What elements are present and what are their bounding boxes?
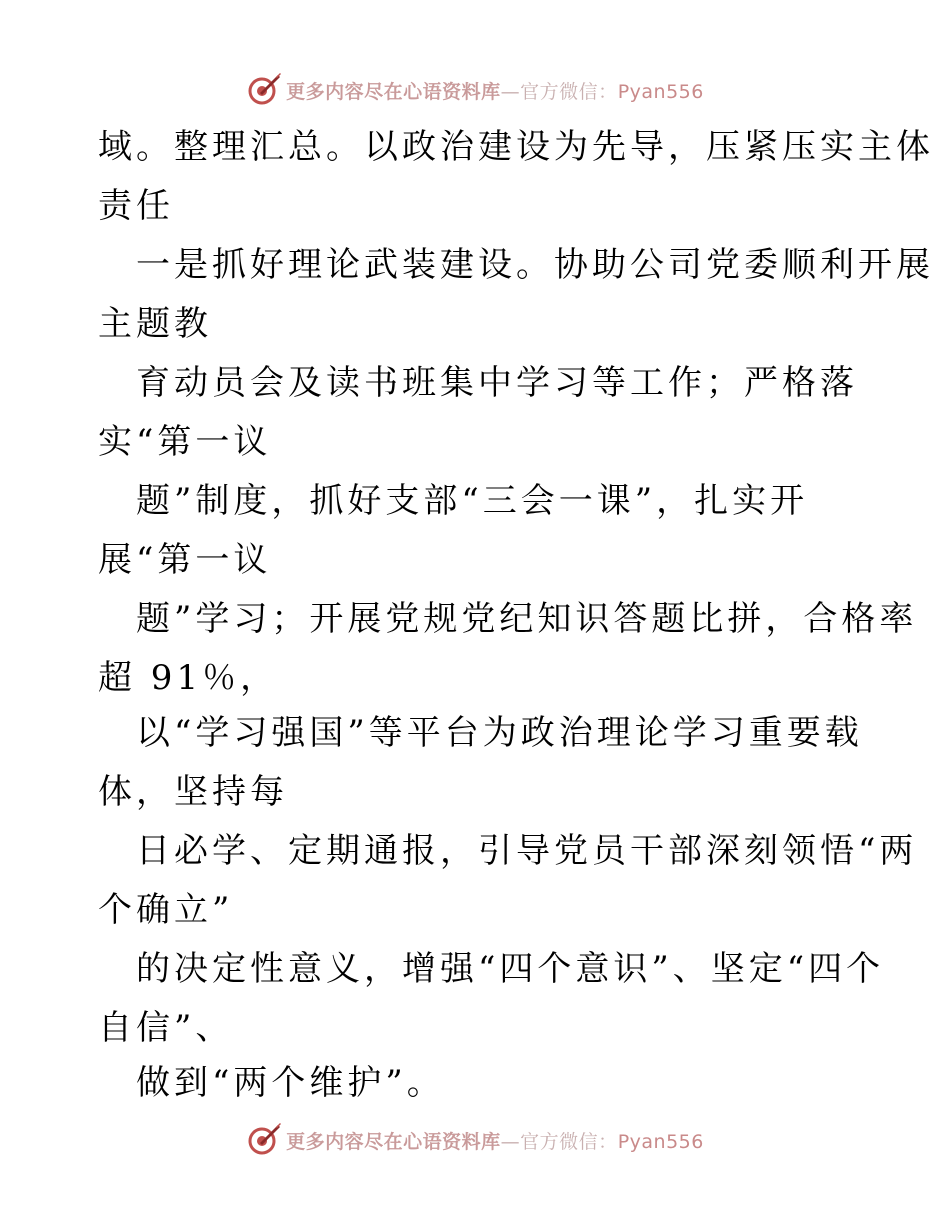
text-line: 责任 xyxy=(98,186,174,226)
text-line: 体，坚持每 xyxy=(98,772,288,812)
text-line: 的决定性意义，增强“四个意识”、坚定“四个 xyxy=(136,949,885,989)
text-line: 做到“两个维护”。 xyxy=(136,1063,445,1103)
text-line: 实“第一议 xyxy=(98,422,272,462)
watermark-official-label: 官方微信： xyxy=(520,80,618,103)
text-line: 题”学习；开展党规党纪知识答题比拼，合格率 xyxy=(136,599,918,639)
quill-logo-icon xyxy=(246,1122,282,1158)
quill-logo-icon xyxy=(246,72,282,108)
text-line: 日必学、定期通报，引导党员干部深刻领悟“两 xyxy=(136,831,918,871)
watermark-wechat-id: Pyan556 xyxy=(617,1130,704,1153)
watermark-wechat-id: Pyan556 xyxy=(617,80,704,103)
text-line: 自信”、 xyxy=(98,1008,234,1048)
text-line: 题”制度，抓好支部“三会一课”，扎实开 xyxy=(136,481,809,521)
watermark-brand: 更多内容尽在心语资料库 xyxy=(286,80,501,103)
text-line: 展“第一议 xyxy=(98,540,272,580)
text-line: 个确立” xyxy=(98,890,234,930)
footer-watermark xyxy=(0,1120,950,1160)
text-line: 一是抓好理论武装建设。协助公司党委顺利开展 xyxy=(136,245,934,285)
watermark-dash: — xyxy=(500,1130,521,1153)
watermark-brand: 更多内容尽在心语资料库 xyxy=(286,1130,501,1153)
text-line: 育动员会及读书班集中学习等工作；严格落 xyxy=(136,363,858,403)
text-line: 以“学习强国”等平台为政治理论学习重要载 xyxy=(136,713,863,753)
watermark-official-label: 官方微信： xyxy=(520,1130,618,1153)
text-line: 主题教 xyxy=(98,304,212,344)
text-line: 域。整理汇总。以政治建设为先导，压紧压实主体 xyxy=(98,127,934,167)
watermark-dash: — xyxy=(500,80,521,103)
text-line: 超 91％， xyxy=(98,658,279,698)
header-watermark xyxy=(0,70,950,110)
